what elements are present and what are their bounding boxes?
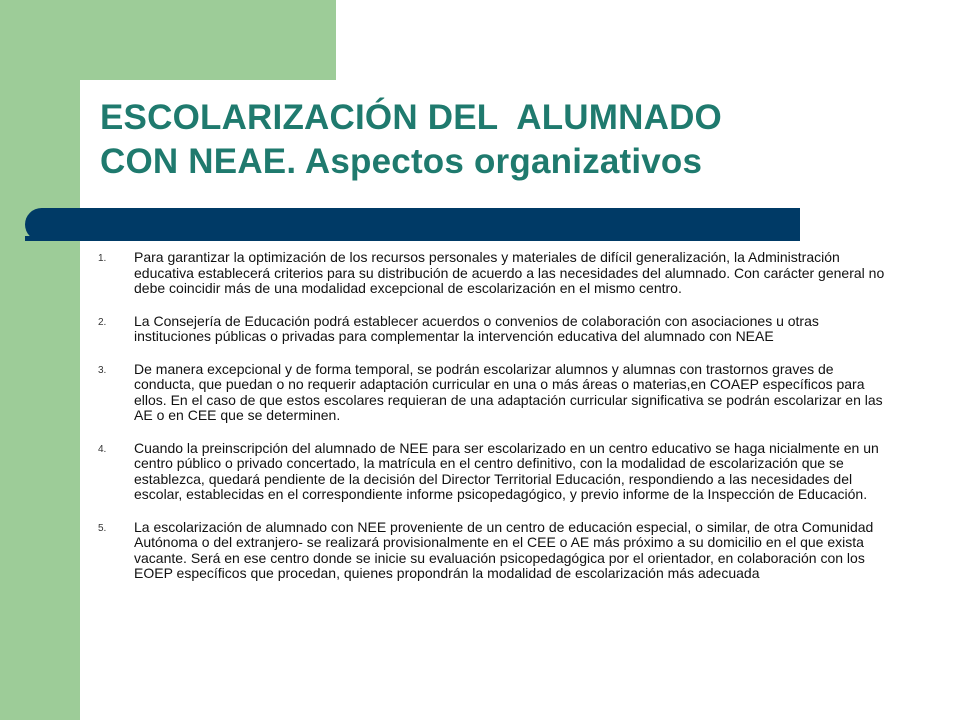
numbered-list bbox=[98, 250, 898, 599]
list-item-number: 2. bbox=[98, 316, 107, 328]
list-item-number: 5. bbox=[98, 522, 107, 534]
list-item-text: Cuando la preinscripción del alumnado de NEE para ser escolarizado en un centro educativo se haga nicialmente en un centro público o privado concertado, la matrícula en el centro definitivo, con la modalidad de escolarización que se establezca, quedará pendiente de la decisión del Director Territorial Educación, respondiendo a las necesidades del escolar, establecidas en el correspondiente informe psicopedagógico, y previo informe de la Inspección de Educación. bbox=[134, 439, 879, 502]
list-item-text: De manera excepcional y de forma temporal, se podrán escolarizar alumnos y alumnas con trastornos graves de conducta, que puedan o no requerir adaptación curricular en una o más áreas o materias,en COAEP específicos para ellos. En el caso de que estos escolares requieran de una adaptación curricular significativa se podrán escolarizar en las AE o en CEE que se determinen. bbox=[134, 360, 883, 423]
list-item bbox=[98, 362, 898, 424]
list-item-number: 4. bbox=[98, 443, 107, 455]
slide-title bbox=[100, 96, 920, 184]
list-item-number: 3. bbox=[98, 364, 107, 376]
list-item-text: La Consejería de Educación podrá establecer acuerdos o convenios de colaboración con asociaciones u otras instituciones públicas o privadas para complementar la intervención educativa del alumnado con NEAE bbox=[134, 312, 819, 344]
list-item bbox=[98, 314, 898, 345]
list-item bbox=[98, 441, 898, 503]
list-item-number: 1. bbox=[98, 253, 107, 264]
slide-title-line-1: ESCOLARIZACIÓN DEL ALUMNADO bbox=[100, 98, 722, 137]
decorative-title-bar bbox=[25, 208, 800, 241]
list-item bbox=[98, 250, 898, 297]
list-item bbox=[98, 520, 898, 582]
slide-title-line-2: CON NEAE. Aspectos organizativos bbox=[100, 142, 703, 181]
list-item-text: La escolarización de alumnado con NEE proveniente de un centro de educación especial, o similar, de otra Comunidad Autónoma o del extranjero- se realizará provisionalmente en el CEE o AE más próximo a su domicilio en el que exista vacante. Será en ese centro donde se inicie su evaluación psicopedagógica por el orientador, en colaboración con los EOEP específicos que procedan, quienes propondrán la modalidad de escolarización más adecuada bbox=[134, 518, 874, 581]
decorative-green-strip bbox=[0, 0, 80, 720]
list-item-text: Para garantizar la optimización de los recursos personales y materiales de difícil generalización, la Administración educativa establecerá criterios para su distribución de acuerdo a las necesidades del alumnado. Con carácter general no debe coincidir más de una modalidad excepcional de escolarización en el mismo centro. bbox=[134, 249, 885, 296]
decorative-green-block bbox=[80, 0, 336, 80]
